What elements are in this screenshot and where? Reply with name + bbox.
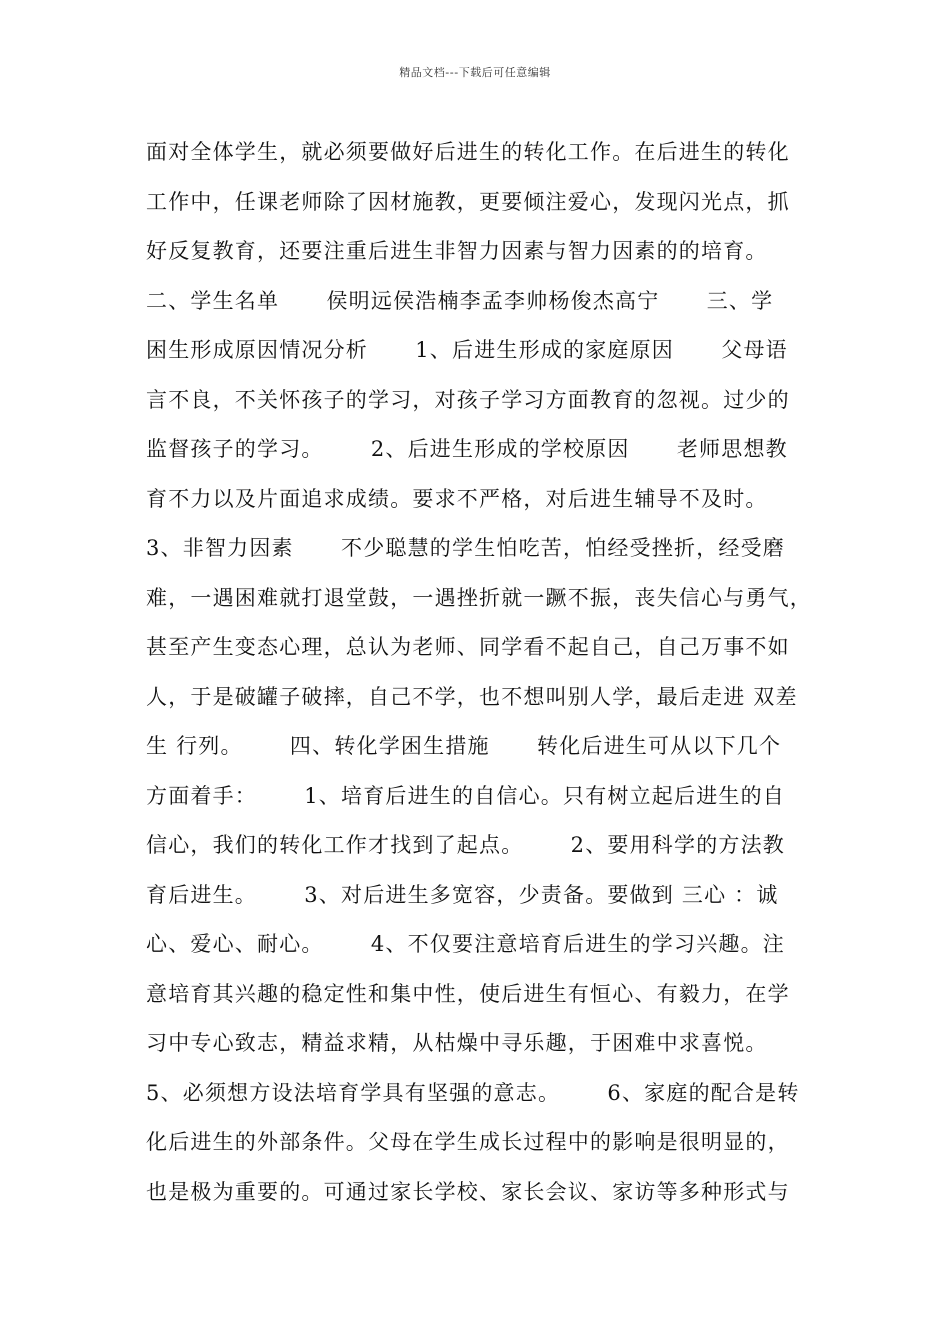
text-line: 人，于是破罐子破摔，自己不学，也不想叫别人学，最后走进 双差 bbox=[146, 684, 798, 709]
text-line: 甚至产生变态心理，总认为老师、同学看不起自己，自己万事不如 bbox=[146, 635, 790, 659]
text-line: 工作中，任课老师除了因材施教，更要倾注爱心，发现闪光点，抓 bbox=[146, 189, 790, 214]
text-line: 心、爱心、耐心。 4、不仅要注意培育后进生的学习兴趣。注 bbox=[146, 932, 786, 956]
text-line: 3、非智力因素 不少聪慧的学生怕吃苦，怕经受挫折，经受磨 bbox=[146, 536, 786, 560]
text-line: 言不良，不关怀孩子的学习，对孩子学习方面教育的忽视。过少的 bbox=[146, 387, 790, 412]
text-line: 监督孩子的学习。 2、后进生形成的学校原因 老师思想教 bbox=[146, 437, 788, 461]
text-line: 方面着手： 1、培育后进生的自信心。只有树立起后进生的自 bbox=[146, 783, 786, 808]
document-body bbox=[146, 128, 814, 1217]
text-line: 习中专心致志，精益求精，从枯燥中寻乐趣，于困难中求喜悦。 bbox=[146, 1031, 768, 1055]
text-line: 信心，我们的转化工作才找到了起点。 2、要用科学的方法教 bbox=[146, 833, 786, 857]
text-line: 也是极为重要的。可通过家长学校、家长会议、家访等多种形式与 bbox=[146, 1179, 790, 1204]
text-line: 好反复教育，还要注重后进生非智力因素与智力因素的的培育。 bbox=[146, 239, 768, 263]
text-line: 难，一遇困难就打退堂鼓，一遇挫折就一蹶不振，丧失信心与勇气， bbox=[146, 585, 812, 610]
text-line: 5、必须想方设法培育学具有坚强的意志。 6、家庭的配合是转 bbox=[146, 1080, 800, 1105]
text-line: 育后进生。 3、对后进生多宽容，少责备。要做到 三心 ：诚 bbox=[146, 882, 779, 907]
text-line: 育不力以及片面追求成绩。要求不严格，对后进生辅导不及时。 bbox=[146, 486, 768, 511]
text-line: 意培育其兴趣的稳定性和集中性，使后进生有恒心、有毅力，在学 bbox=[146, 981, 790, 1006]
text-line: 二、学生名单 侯明远侯浩楠李孟李帅杨俊杰高宁 三、学 bbox=[146, 288, 774, 313]
text-line: 面对全体学生，就必须要做好后进生的转化工作。在后进生的转化 bbox=[146, 140, 790, 164]
page-header: 精品文档---下载后可任意编辑 bbox=[399, 66, 551, 79]
text-line: 困生形成原因情况分析 1、后进生形成的家庭原因 父母语 bbox=[146, 338, 788, 362]
text-line: 化后进生的外部条件。父母在学生成长过程中的影响是很明显的， bbox=[146, 1130, 790, 1154]
text-line: 生 行列。 四、转化学困生措施 转化后进生可从以下几个 bbox=[146, 734, 782, 758]
